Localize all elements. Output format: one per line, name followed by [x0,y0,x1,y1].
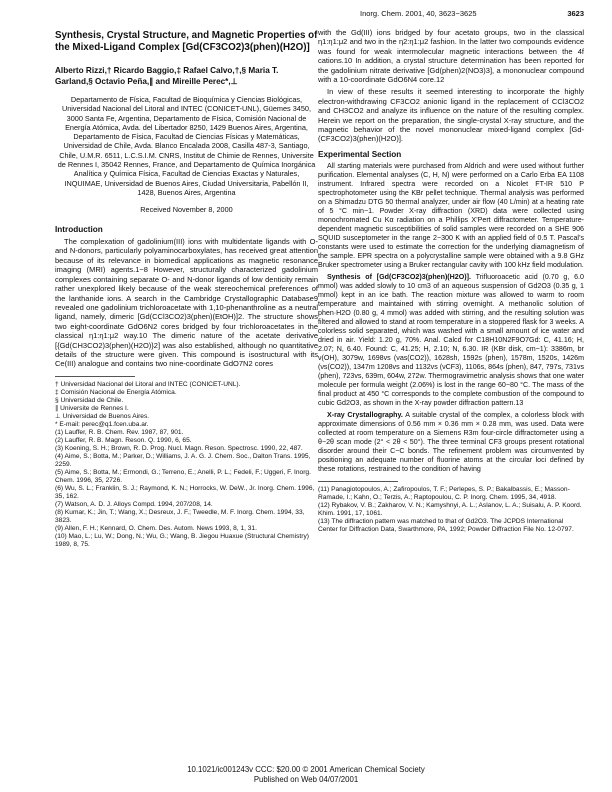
experimental-paragraph: All starting materials were purchased from Aldrich and were used without further purification. Elemental analyses (C, H, N) were performed on a Carlo Erba EA 1108 instrument. Infrared spectra were recorded on a Nicolet FT-IR 510 P spectrophotometer using the KBr pellet technique. Thermal analysis was performed on a Shimadzu DTG 50 thermal analyzer, under air flow (40 L/min) at a heating rate of 5 °C min−1. Powder X-ray diffraction (XRD) data were collected using monochromated Cu Kα radiation on a Phillips X’Pert diffractometer. Temperature-dependent magnetic susceptibilities of solid samples were recorded on a SHE 906 SQUID susceptometer in the range 2−300 K with an applied field of 0.5 T. Pascal’s constants were used to estimate the correction for the underlying diamagnetism of the sample. EPR spectra on a polycrystalline sample were obtained with a 9.8 GHz Bruker spectrometer using a Bruker rectangular cavity with 100 kHz field modulation. [318,162,584,270]
reference-item: (2) Lauffer, R. B. Magn. Reson. Q. 1990, 6, 65. [55,436,192,444]
xray-label: X-ray Crystallography. [327,411,403,420]
experimental-heading: Experimental Section [318,149,402,159]
introduction-heading: Introduction [55,224,103,234]
page-number: 3623 [567,9,584,18]
reference-item: (8) Kumar, K.; Jin, T.; Wang, X.; Desreux, J. F.; Tweedle, M. F. Inorg. Chem. 1994, 33, 3823. [55,508,305,524]
footnote: ∥ Universite de Rennes I. [55,404,129,412]
introduction-continued: with the Gd(III) ions bridged by four acetato groups, two in the classical η1:η1:μ2 and two in the η2:η1:μ2 fashion. In the latter two compounds evidence was found for weak intermolecular magnetic interactions between the 4f cations.10 In addition, a crystal structure determination has been reported for the gadolinium nitrate derivative [Gd(phen)2(NO3)3], a mononuclear compound with a 10-coordinate GdO6N4 core.12 [318,28,584,85]
published-date: Published on Web 04/07/2001 [253,775,359,784]
reference-item: (5) Aime, S.; Botta, M.; Ermondi, G.; Terreno, E.; Anelli, P. L.; Fedeli, F.; Uggeri, F. Inorg. Chem. 1996, 35, 2726. [55,468,311,484]
affiliation-block: Departamento de Física, Facultad de Bioquímica y Ciencias Biológicas, Universidad Nacional del Litoral and INTEC (CONICET-UNL), Güemes 3450, 3000 Santa Fe, Argentina, Departamento de Física, Comisión Nacional de Energía Atómica, Avda. del Libertador 8250, 1429 Buenos Aires, Argentina, Departamento de Física, Facultad de Ciencias Físicas y Matemáticas, Universidad de Chile, Avda. Blanco Encalada 2008, Casilla 487-3, Santiago, Chile, U.M.R. 6511, L.C.S.I.M. CNRS, Institut de Chimie de Rennes, Universite de Rennes I, 35042 Rennes, France, and Departamento de Química Inorgánica Analítica y Química Física, Facultad de Ciencias Exactas y Naturales, INQUIMAE, Universidad de Buenos Aires, Ciudad Universitaria, Pabellón II, 1428, Buenos Aires, Argentina [57,95,316,197]
doi-line: 10.1021/ic001243v CCC: $20.00 © 2001 American Chemical Society [187,765,425,774]
reference-item: (4) Aime, S.; Botta, M.; Parker, D.; Williams, J. A. G. J. Chem. Soc., Dalton Trans. 1995, 2259. [55,452,311,468]
reference-item: (7) Watson, A. D. J. Alloys Compd. 1994, 207/208, 14. [55,500,213,508]
introduction-paragraph: The complexation of gadolinium(III) ions with multidentate ligands with O- and N-donors, particularly polyaminocarboxylates, has received great attention because of its relevance in biomedical applications as magnetic resonance imaging (MRI) agents.1−8 However, structurally characterized gadolinium complexes containing separate O- and N-donor ligands of low denticity remain rather unexplored likely because of the weak stereochemical preferences of the lanthanide ions. A search in the Cambridge Crystallographic Database9 revealed one gadolinium trichloroacetate with 1,10-phenanthroline as a neutral ligand, namely, dimeric [Gd(CCl3CO2)3(phen)(EtOH)]2. The structure shows two eight-coordinate GdO6N2 cores bridged by four trichloroacetates in the classical η1:η1:μ2 way.10 The dimeric nature of the acetate derivative [{Gd(CH3CO2)3(phen)(H2O)}2] was also established, although no quantitative details of the structure were given. This compound is isostructural with its Ce(III) analogue and contains two nine-coordinate GdO7N2 cores [55,237,318,369]
reference-list-right [318,486,584,534]
reference-item: (10) Mao, L.; Lu, W.; Dong, N.; Wu, G.; Wang, B. Jiegou Huaxue (Structural Chemistry) 1989, 8, 75. [55,532,309,548]
introduction-paragraph-2: In view of these results it seemed interesting to incorporate the highly electron-withdrawing CF3CO2 anionic ligand in the replacement of CCl3CO2 and CH3CO2 and analyze its influence on the nature of the resulting complex. Herein we report on the preparation, the single-crystal X-ray structure, and the magnetic behavior of the novel mononuclear mixed-ligand complex [Gd-(CF3CO2)3(phen)(H2O)]. [318,87,584,144]
reference-item: (11) Panagiotopoulos, A.; Zafiropoulos, T. F.; Perlepes, S. P.; Bakalbassis, E.; Masson-Ramade, I.; Kahn, O.; Terzis, A.; Raptopoulou, C. P. Inorg. Chem. 1995, 34, 4918. [318,486,570,502]
footnote-divider [55,376,135,377]
synthesis-text: Trifluoroacetic acid (0.70 g, 6.0 mmol) was added slowly to 10 cm3 of an aqueous suspension of Gd2O3 (0.35 g, 1 mmol) kept in an ice bath. The reaction mixture was allowed to warm to room temperature and maintained with stirring overnight. A methanolic solution of phen·H2O (0.80 g, 4 mmol) was added with stirring, and the resulting solution was filtered and allowed to stand at room temperature in a stoppered flask for 3 weeks. A colorless solid separated, which was washed with a small amount of ice water and dried in air. Yield: 1.20 g, 70%. Anal. Calcd for C18H10N2F9O7Gd: C, 41.16; H, 2.07; N, 6.40. Found: C, 41.25; H, 2.10; N, 6.30. IR (KBr disk, cm−1): 3386m, br ν(OH), 3079w, 1698vs (νas(CO2)), 1628sh, 1592s (phen), 1578m, 1520s, 1426m (νs(CO2)), 1347m 1208vs and 1132vs (νCF3), 1106s, 864s (phen), 847, 797s, 731vs (phen), 723vs, 639m, 604w, 272w. Thermogravimetric analysis shows that one water molecule per formula weight (2.06%) is lost in the range 60−80 °C. The mass of the final product at 450 °C corresponds to the complete combustion of the compound to cubic Gd2O3, as shown in the X-ray powder diffraction pattern.13 [318,273,584,408]
xray-paragraph [318,411,584,474]
reference-item: (1) Lauffer, R. B. Chem. Rev. 1987, 87, 901. [55,428,184,436]
xray-text: A suitable crystal of the complex, a colorless block with approximate dimensions of 0.56 mm × 0.36 mm × 0.28 mm, was used. Data were collected at room temperature on a Siemens R3m four-circle diffractometer using a θ−2θ scan mode (2° < 2θ < 50°). The three terminal CF3 groups present rotational disorder around their C−C bonds. The refinement problem was circumvented by positioning an adequate number of fluorine atoms at the circular loci defined by these rotations, restrained to the condition of having [318,411,584,474]
journal-header: Inorg. Chem. 2001, 40, 3623−3625 [360,9,477,18]
received-date: Received November 8, 2000 [140,205,233,215]
footnote: ⊥ Universidad de Buenos Aires. [55,412,150,420]
reference-item: (9) Allen, F. H.; Kennard, O. Chem. Des. Autom. News 1993, 8, 1, 31. [55,524,257,532]
footnote: † Universidad Nacional del Litoral and INTEC (CONICET-UNL). [55,380,241,388]
reference-item: (12) Rybakov, V. B.; Zakharov, V. N.; Kamyshnyi, A. L.; Aslanov, L. A.; Suisalu, A. P. Koord. Khim. 1991, 17, 1061. [318,502,582,518]
left-column [55,28,318,549]
reference-item: (6) Wu, S. L.; Franklin, S. J.; Raymond, K. N.; Horrocks, W. DeW., Jr. Inorg. Chem. 1996, 35, 162. [55,484,315,500]
right-column [318,28,584,534]
footnote: ‡ Comisión Nacional de Energía Atómica. [55,388,177,396]
footnote: § Universidad de Chile. [55,396,124,404]
synthesis-label: Synthesis of [Gd(CF3CO2)3(phen)(H2O)]. [327,273,471,282]
article-title: Synthesis, Crystal Structure, and Magnetic Properties of the Mixed-Ligand Complex [Gd(CF3CO2)3(phen)(H2O)] [55,30,318,53]
reference-item: (13) The diffraction pattern was matched to that of Gd2O3. The JCPDS International Center for Diffraction Data, Swarthmore, PA, 1992; Powder Diffraction File No. 12-0797. [318,518,574,534]
reference-item: (3) Koening, S. H.; Brown, R. D. Prog. Nucl. Magn. Reson. Spectrosc. 1990, 22, 487. [55,444,303,452]
reference-list-left [55,429,318,549]
author-list: Alberto Rizzi,† Ricardo Baggio,‡ Rafael Calvo,†,§ Maria T. Garland,§ Octavio Peña,∥ and Mireille Perec*,⊥ [55,66,279,86]
footnote-divider [318,481,398,482]
synthesis-paragraph [318,273,584,408]
footnote: * E-mail: perec@q1.fcen.uba.ar. [55,420,149,428]
